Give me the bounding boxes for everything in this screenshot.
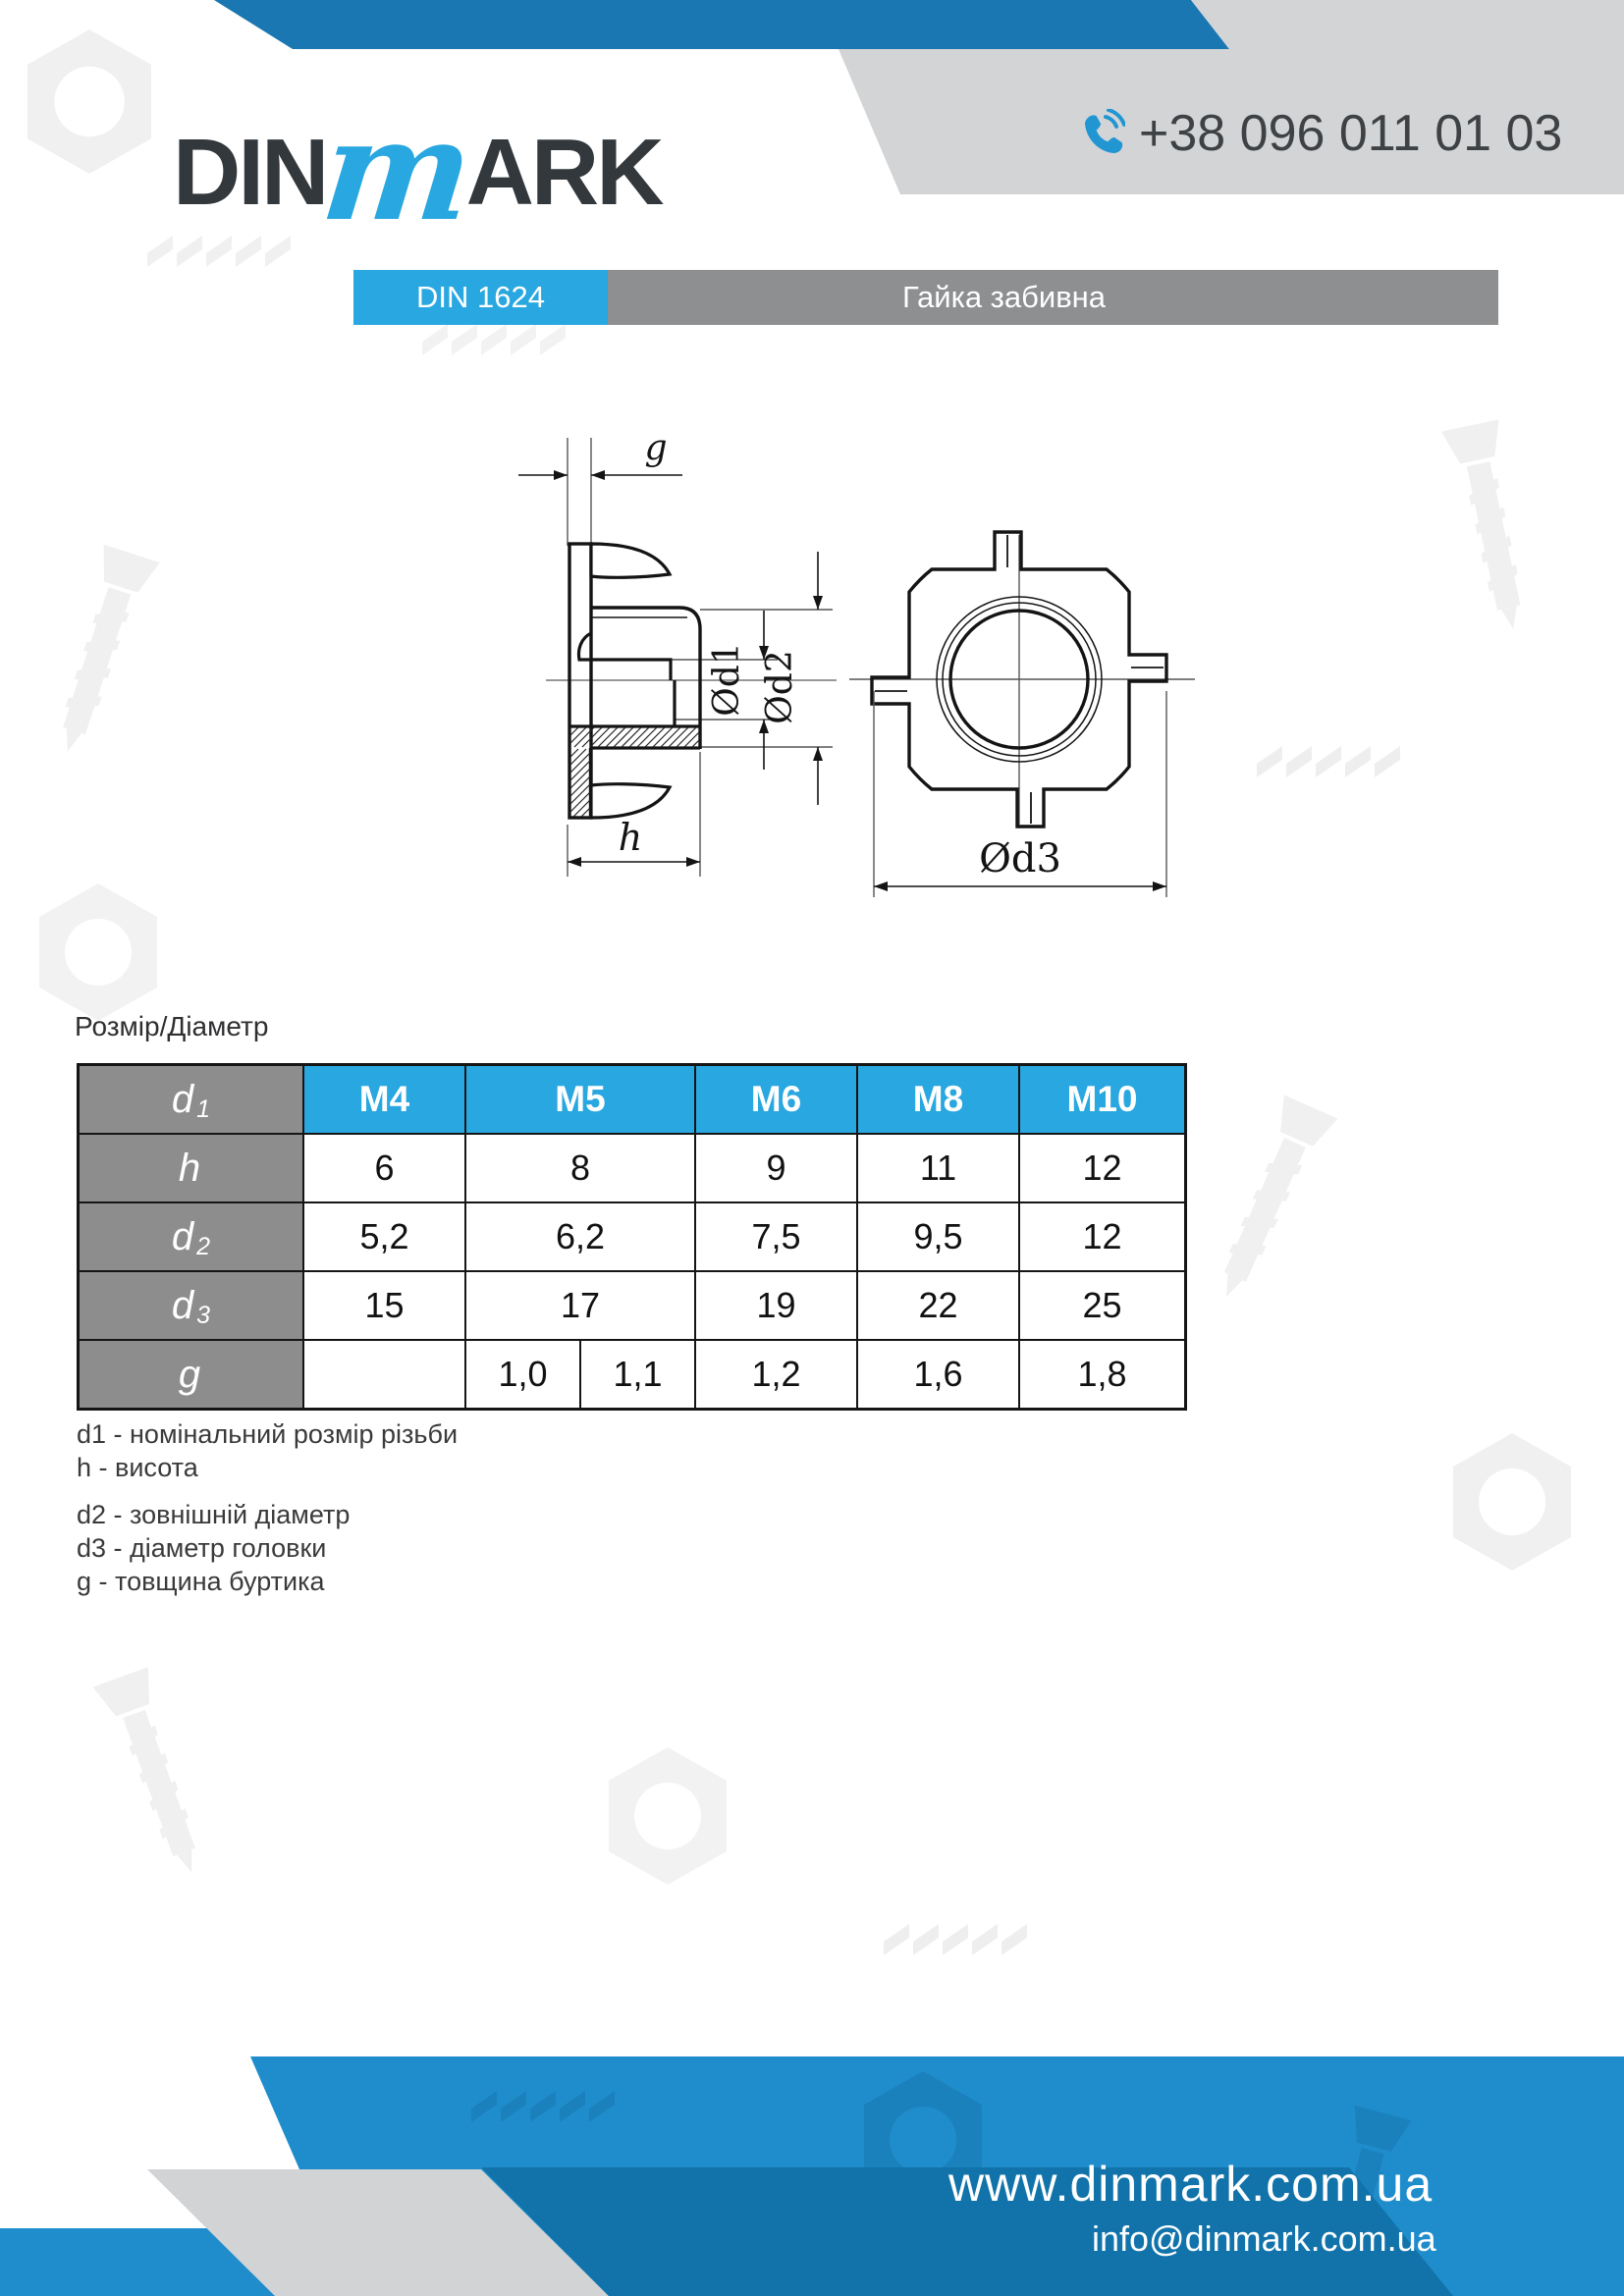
table-cell: 15 [303,1271,465,1340]
din-standard-badge: DIN 1624 [353,270,608,325]
phone-icon [1076,109,1125,158]
note-g: g - товщина буртика [77,1567,325,1596]
watermark-stripes [1257,746,1414,785]
label-d2: Ød2 [760,650,800,724]
email-link[interactable]: info@dinmark.com.ua [1092,2218,1436,2259]
watermark-nut [27,29,165,187]
table-cell: 7,5 [695,1202,857,1271]
table-cell: 1,6 [857,1340,1019,1409]
label-d1: Ød1 [707,642,747,717]
table-cell: 8 [465,1134,695,1202]
website-link[interactable]: www.dinmark.com.ua [948,2157,1434,2212]
table-cell: 1,8 [1019,1340,1185,1409]
col-header-m6: M6 [695,1065,857,1134]
top-blue-bar [0,0,1276,49]
label-h: h [618,816,643,859]
table-cell: 5,2 [303,1202,465,1271]
watermark-screw [27,541,179,774]
watermark-nut [1453,1433,1591,1590]
watermark-stripes [884,1924,1041,1963]
watermark-screw [1187,1091,1356,1324]
col-header-m4: M4 [303,1065,465,1134]
watermark-stripes-footer [471,2091,628,2130]
table-cell: 6 [303,1134,465,1202]
row-label-d1: d 1 [79,1065,303,1134]
dinmark-logo [173,88,662,252]
dimension-notes [77,1417,458,1598]
col-header-m5: M5 [465,1065,695,1134]
col-header-m10: M10 [1019,1065,1185,1134]
hatch-wall [570,749,590,817]
dimensions-table [77,1063,1187,1411]
logo-ark: ARK [465,120,662,226]
product-name-badge: Гайка забивна [608,270,1498,325]
table-cell: 9,5 [857,1202,1019,1271]
row-label-h: h [79,1134,303,1202]
table-cell: 9 [695,1134,857,1202]
phone-number[interactable]: +38 096 011 01 03 [1139,105,1563,162]
table-cell: 22 [857,1271,1019,1340]
d3-dimension [874,881,1166,891]
label-d3: Ød3 [979,836,1061,881]
row-label-g: g [79,1340,303,1409]
col-header-m8: M8 [857,1065,1019,1134]
table-cell: 1,0 [465,1340,580,1409]
table-title: Розмір/Діаметр [75,1011,269,1041]
logo-m: m [315,88,481,252]
note-h: h - висота [77,1453,198,1482]
g-dimension [518,470,682,480]
watermark-screw [1432,415,1563,645]
table-cell: 11 [857,1134,1019,1202]
table-cell: 1,1 [580,1340,695,1409]
row-label-d3: d 3 [79,1271,303,1340]
table-cell: 12 [1019,1202,1185,1271]
table-cell: 1,2 [695,1340,857,1409]
table-cell: 25 [1019,1271,1185,1340]
note-d2: d2 - зовнішній діаметр [77,1500,351,1529]
table-cell: 17 [465,1271,695,1340]
logo-din: DIN [173,120,327,226]
watermark-stripes [422,324,579,363]
table-cell: 6,2 [465,1202,695,1271]
watermark-nut [609,1747,746,1904]
row-label-d2: d 2 [79,1202,303,1271]
table-cell: 19 [695,1271,857,1340]
table-cell: 12 [1019,1134,1185,1202]
note-d1: d1 - номінальний розмір різьби [77,1419,459,1449]
note-d3: d3 - діаметр головки [77,1533,327,1563]
technical-drawing [471,412,1218,923]
label-g: g [644,428,668,468]
watermark-screw [83,1660,241,1894]
watermark-stripes [147,236,304,275]
table-cell [303,1340,465,1409]
phone-block [1076,104,1562,163]
